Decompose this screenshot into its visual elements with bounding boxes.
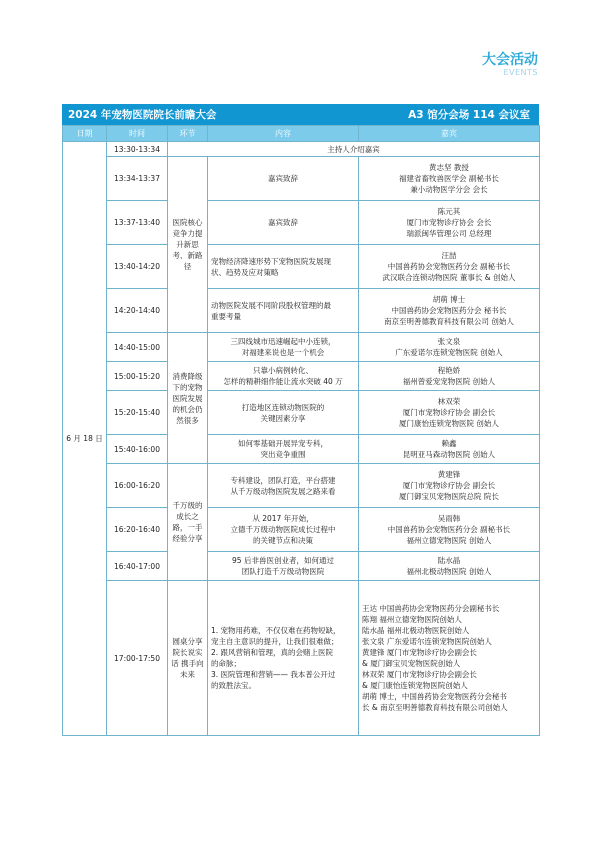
content-line: 动物医院发展不同阶段股权管理的最: [211, 300, 331, 310]
guest-line: 张文泉: [437, 337, 461, 346]
guest-cell: [359, 289, 540, 333]
content-cell: [208, 157, 359, 201]
segment-line: 下的宠物: [172, 382, 203, 392]
time-cell: 16:20-16:40: [107, 508, 168, 552]
guest-cell: [359, 333, 540, 362]
guest-line: 厦门市宠物诊疗协会 副会长: [402, 481, 496, 490]
time-cell: 13:30-13:34: [107, 142, 168, 157]
content-line: 95 后非兽医创业者，如何通过: [232, 556, 334, 565]
content-line: 突出竞争重围: [260, 450, 306, 459]
table-row: [63, 289, 540, 333]
guest-cell: [359, 201, 540, 245]
segment-line: 径: [183, 262, 192, 271]
content-line: 的命脉；: [211, 659, 241, 668]
guest-line: 陆水晶: [437, 556, 461, 565]
guest-line: & 厦门御宝贝宠物医院创始人: [362, 659, 461, 668]
content-cell: [208, 391, 359, 435]
guest-line: 胡萌 博士，中国兽药协会宠物医药分会秘书: [362, 692, 507, 701]
guest-line: 中国兽药协会宠物医药分会 秘书长: [391, 306, 507, 315]
content-line: 状、趋势及应对策略: [211, 267, 279, 277]
content-line: 关键因素分享: [260, 413, 306, 423]
content-cell: [208, 333, 359, 362]
guest-cell: [359, 435, 540, 464]
content-line: 从 2017 年开始，: [252, 514, 314, 523]
content-line: 2. 跟风营销和管理，真的会赌上医院: [211, 648, 334, 657]
guest-line: 陈翔 福州立德宠物医院创始人: [362, 615, 462, 624]
col-header-time: 时间: [107, 126, 168, 142]
segment-cell: [168, 157, 208, 333]
segment-line: 医院核心: [172, 218, 203, 227]
content-cell: [208, 362, 359, 391]
conference-title: 2024 年宠物医院院长前瞻大会: [68, 109, 217, 121]
segment-line: 千万级的: [172, 501, 203, 510]
time-cell: 15:00-15:20: [107, 362, 168, 391]
col-header-content: 内容: [208, 126, 359, 142]
time-cell: 13:34-13:37: [107, 157, 168, 201]
content-line: 重要考量: [211, 311, 241, 321]
section-title: 大会活动: [482, 52, 538, 68]
table-row: [63, 142, 540, 157]
section-header: [482, 52, 538, 78]
segment-line: 竞争力提: [172, 229, 203, 238]
content-cell: [208, 201, 359, 245]
content-cell: [208, 289, 359, 333]
table-header-row: [63, 126, 540, 142]
guest-cell: [359, 391, 540, 435]
guest-line: 厦门御宝贝宠物医院总院 院长: [399, 492, 499, 501]
guest-line: 福州立德宠物医院 创始人: [406, 536, 492, 545]
time-cell: 13:37-13:40: [107, 201, 168, 245]
segment-line: 的机会仍: [172, 404, 203, 414]
guest-cell: [359, 552, 540, 581]
guest-line: 张文泉 广东爱诺尔连锁宠物医院创始人: [362, 637, 492, 646]
content-line: 专科建设，团队打造，平台搭建: [230, 475, 336, 485]
content-cell: [208, 245, 359, 289]
guest-line: & 厦门康怡连锁宠物医院创始人: [362, 681, 468, 690]
guest-line: 吴雨韩: [437, 514, 461, 523]
table-row: [63, 508, 540, 552]
guest-line: 黄建锋: [437, 470, 461, 479]
table-row: [63, 581, 540, 736]
guest-line: 林双荣: [437, 397, 461, 406]
guest-line: 长 & 南京至明善德教育科技有限公司创始人: [362, 703, 508, 712]
guest-cell: [359, 508, 540, 552]
segment-line: 未来: [180, 670, 195, 679]
table-row: [63, 362, 540, 391]
content-cell: [208, 464, 359, 508]
content-line: 对福建来说也是一个机会: [241, 348, 325, 357]
time-cell: 15:40-16:00: [107, 435, 168, 464]
guest-line: 福州北极动物医院 创始人: [406, 567, 492, 576]
guest-line: 福州曾爱宠宠物医院 创始人: [402, 377, 496, 386]
content-line: 宠物经济降速形势下宠物医院发展现: [211, 256, 331, 266]
schedule-table: [62, 125, 540, 736]
segment-line: 然很多: [176, 415, 199, 425]
guest-line: 王达 中国兽药协会宠物医药分会副秘书长: [362, 604, 500, 613]
table-row: [63, 464, 540, 508]
table-row: [63, 201, 540, 245]
guest-cell: [359, 362, 540, 391]
col-header-guests: 嘉宾: [359, 126, 540, 142]
guest-line: 厦门市宠物诊疗协会 副会长: [402, 408, 496, 417]
guest-line: 厦门市宠物诊疗协会 会长: [406, 218, 492, 227]
table-row: [63, 245, 540, 289]
time-cell: 16:00-16:20: [107, 464, 168, 508]
content-line: 立德千万级动物医院成长过程中: [230, 525, 336, 534]
guest-line: 中国兽药协会宠物医药分会 副秘书长: [387, 525, 511, 534]
content-line: 三四线城市迅速崛起中小连锁，: [230, 337, 336, 346]
content-line: 如何零基础开展异宠专科，: [238, 439, 328, 448]
guest-line: 赖鑫: [441, 439, 457, 448]
time-cell: 17:00-17:50: [107, 581, 168, 736]
content-line: 的关键节点和决策: [253, 536, 313, 545]
guest-cell: [359, 581, 540, 736]
guest-line: 陈元其: [437, 207, 461, 216]
segment-line: 圆桌分享: [172, 637, 203, 646]
guest-line: 兼小动物医学分会 会长: [410, 185, 488, 194]
guest-line: 广东爱诺尔连锁宠物医院 创始人: [395, 348, 503, 357]
col-header-segment: 环节: [168, 126, 208, 142]
guest-line: 黄志坚 教授: [429, 163, 469, 172]
time-cell: 14:40-15:00: [107, 333, 168, 362]
col-header-date: 日期: [63, 126, 107, 142]
table-row: [63, 333, 540, 362]
content-line: 主持人介绍嘉宾: [327, 144, 380, 154]
guest-line: 福建省畜牧兽医学会 副秘书长: [399, 174, 499, 183]
content-line: 嘉宾致辞: [268, 218, 298, 227]
guest-cell: [359, 245, 540, 289]
guest-line: 武汉联合连锁动物医院 董事长 & 创始人: [382, 273, 516, 282]
time-cell: 14:20-14:40: [107, 289, 168, 333]
guest-cell: [359, 464, 540, 508]
section-subtitle: EVENTS: [503, 68, 538, 77]
guest-line: 程艳娇: [437, 366, 461, 375]
content-cell: [208, 508, 359, 552]
table-row: [63, 157, 540, 201]
guest-line: 胡萌 博士: [432, 295, 466, 304]
content-cell: [208, 581, 359, 736]
date-cell: 6 月 18 日: [63, 142, 107, 736]
segment-line: 升新思: [176, 240, 199, 249]
segment-line: 成长之: [176, 512, 199, 521]
table-row: [63, 391, 540, 435]
guest-line: 厦门康怡连锁宠物医院 创始人: [399, 419, 499, 428]
content-line: 宠主自主意识的提升，让我们很难做；: [211, 637, 339, 646]
segment-line: 路，一手: [172, 523, 203, 532]
host-intro-cell: [168, 142, 540, 157]
content-line: 从千万级动物医院发展之路来看: [230, 486, 336, 496]
content-cell: [208, 552, 359, 581]
segment-cell: [168, 464, 208, 581]
segment-line: 消费降级: [172, 371, 203, 381]
guest-line: 林双荣 厦门市宠物诊疗协会副会长: [362, 670, 477, 679]
content-line: 团队打造千万级动物医院: [241, 567, 325, 576]
time-cell: 16:40-17:00: [107, 552, 168, 581]
segment-line: 话 携手向: [171, 659, 204, 668]
guest-line: 黄建锋 厦门市宠物诊疗协会副会长: [362, 648, 477, 657]
content-line: 只靠小病例转化、: [253, 366, 313, 375]
guest-line: 中国兽药协会宠物医药分会 副秘书长: [387, 262, 511, 271]
content-line: 1. 宠物用药难，不仅仅难在药物短缺，: [211, 626, 341, 635]
segment-line: 医院发展: [172, 393, 203, 403]
conference-banner: [62, 104, 539, 125]
guest-line: 陆水晶 福州北极动物医院创始人: [362, 626, 470, 635]
time-cell: 15:20-15:40: [107, 391, 168, 435]
segment-cell: [168, 333, 208, 464]
guest-line: 瑞派闽华管理公司 总经理: [406, 229, 492, 238]
content-line: 3. 医院管理和营销—— 我本普公开过: [211, 670, 336, 679]
guest-line: 南京至明善德教育科技有限公司 创始人: [384, 317, 514, 326]
segment-line: 考、新路: [172, 251, 203, 260]
content-line: 怎样的精耕细作能让流水突破 40 万: [223, 377, 343, 386]
time-cell: 13:40-14:20: [107, 245, 168, 289]
content-line: 的致胜法宝。: [211, 681, 256, 690]
segment-line: 院长说实: [172, 648, 203, 657]
content-cell: [208, 435, 359, 464]
content-line: 嘉宾致辞: [268, 174, 298, 183]
guest-line: 汪喆: [441, 251, 457, 260]
segment-line: 经验分享: [172, 534, 203, 543]
guest-cell: [359, 157, 540, 201]
content-line: 打造地区连锁动物医院的: [241, 402, 325, 412]
segment-cell: [168, 581, 208, 736]
guest-line: 昆明亚马森动物医院 创始人: [402, 450, 496, 459]
table-row: [63, 552, 540, 581]
venue-label: A3 馆分会场 114 会议室: [408, 109, 530, 121]
table-row: [63, 435, 540, 464]
